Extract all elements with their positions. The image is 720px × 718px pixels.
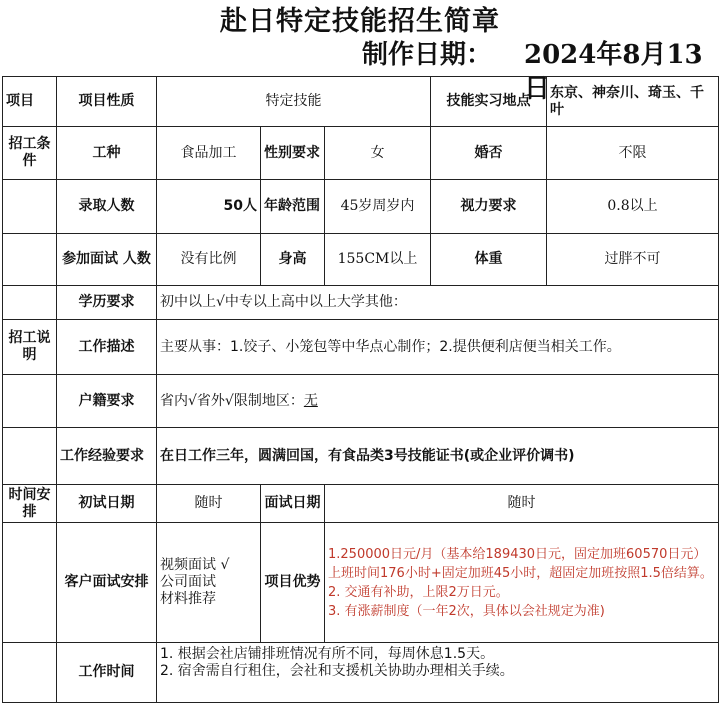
gender-label: 性别要求 [261,127,325,180]
date-value: 2024年8月13日 [524,40,703,104]
page-title: 赴日特定技能招生简章 [220,6,500,37]
education-value: 初中以上√中专以上高中以上大学其他： [157,286,719,320]
location-label: 技能实习地点 [431,77,547,127]
height-label: 身高 [261,234,325,286]
description-label: 工作描述 [57,320,157,375]
schedule-section-label: 时间安排 [3,485,57,523]
hukou-label: 户籍要求 [57,375,157,428]
face-date-value: 随时 [325,485,719,523]
empty-cell [3,643,57,703]
gender-value: 女 [325,127,431,180]
worktime-item: 2. 宿舍需自行租住，会社和支援机关协助办理相关手续。 [160,663,514,679]
row-description [3,320,719,375]
empty-cell [3,428,57,485]
empty-cell [3,375,57,428]
count-label: 录取人数 [57,180,157,234]
recruitment-table [2,76,719,703]
first-date-label: 初试日期 [57,485,157,523]
face-date-label: 面试日期 [261,485,325,523]
location-value: 东京、神奈川、琦玉、千叶 [547,77,719,127]
count-value: 50人 [157,180,261,234]
job-label: 工种 [57,127,157,180]
project-type-label: 项目性质 [57,77,157,127]
experience-value: 在日工作三年，圆满回国，有食品类3号技能证书(或企业评价调书) [157,428,719,485]
advantage-label: 项目优势 [261,523,325,643]
client-option: 视频面试 √ [160,557,230,573]
client-interview-options [157,523,261,643]
client-option: 材料推荐 [160,591,216,607]
date-label: 制作日期： [362,40,493,70]
row-interview [3,234,719,286]
age-label: 年龄范围 [261,180,325,234]
advantage-item: 3. 有涨薪制度（一年2次，具体以会社规定为准) [328,603,605,619]
age-value: 45岁周岁内 [325,180,431,234]
row-worktime [3,643,719,703]
row-count [3,180,719,234]
empty-cell [3,180,57,234]
interview-count-value: 没有比例 [157,234,261,286]
interview-count-label: 参加面试 人数 [57,234,157,286]
advantage-item: 1.250000日元/月（基本给189430日元，固定加班60570日元）上班时间176小时+固定加班45小时，超固定加班按照1.5倍结算。 [328,546,713,581]
worktime-list [157,643,719,703]
vision-value: 0.8以上 [547,180,719,234]
row-experience [3,428,719,485]
advantage-list [325,523,719,643]
explain-section-label: 招工说明 [3,320,57,375]
weight-label: 体重 [431,234,547,286]
recruit-section-label: 招工条件 [3,127,57,180]
education-label: 学历要求 [57,286,157,320]
hukou-value-cell [157,375,719,428]
empty-cell [3,286,57,320]
row-first-interview [3,485,719,523]
hukou-restrict: 无 [303,392,318,409]
marriage-value: 不限 [547,127,719,180]
first-date-value: 随时 [157,485,261,523]
row-client-interview [3,523,719,643]
row-education [3,286,719,320]
client-interview-label: 客户面试安排 [57,523,157,643]
height-value: 155CM以上 [325,234,431,286]
worktime-item: 1. 根据会社店铺排班情况有所不同，每周休息1.5天。 [160,646,495,662]
empty-cell [3,234,57,286]
project-label: 项目 [3,77,57,127]
client-option: 公司面试 [160,574,216,590]
hukou-value: 省内√省外√限制地区： [160,392,304,409]
row-project [3,77,719,127]
vision-label: 视力要求 [431,180,547,234]
worktime-label: 工作时间 [57,643,157,703]
marriage-label: 婚否 [431,127,547,180]
project-type-value: 特定技能 [157,77,431,127]
row-job [3,127,719,180]
description-value: 主要从事：1.饺子、小笼包等中华点心制作；2.提供便利店便当相关工作。 [157,320,719,375]
row-hukou [3,375,719,428]
empty-cell [3,523,57,643]
experience-label: 工作经验要求 [57,428,157,485]
advantage-item: 2. 交通有补助，上限2万日元。 [328,584,509,600]
job-value: 食品加工 [157,127,261,180]
weight-value: 过胖不可 [547,234,719,286]
